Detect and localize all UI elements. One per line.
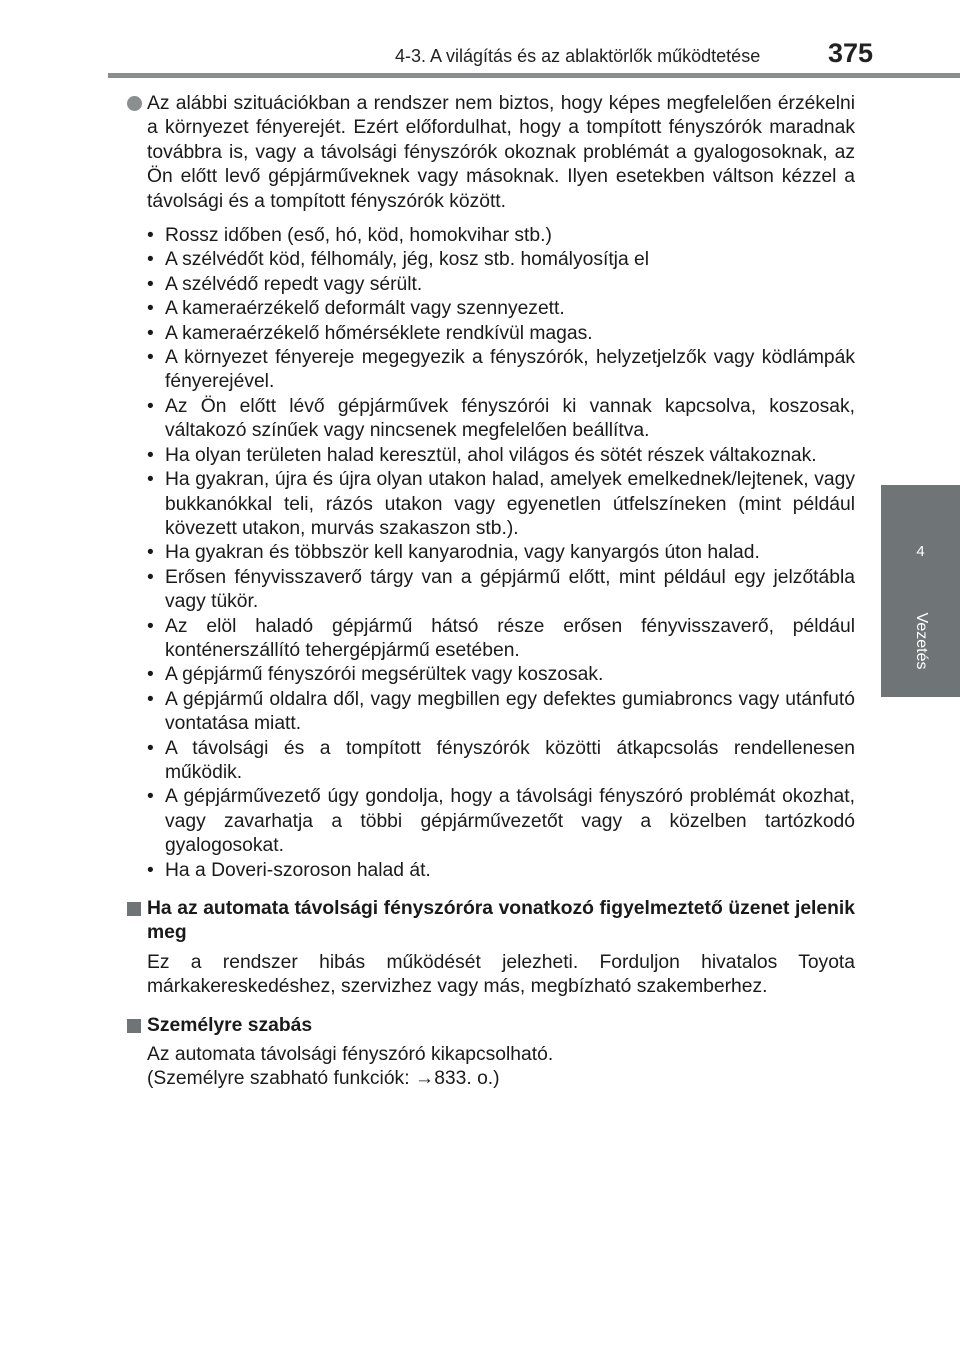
page-number: 375 [828,38,874,68]
square-bullet-icon [127,902,141,916]
list-item: • A szélvédőt köd, félhomály, jég, kosz stb. homályosítja el [147,248,855,272]
list-item: • A gépjármű oldalra dől, vagy megbillen egy defektes gumiabroncs vagy utánfutó vontatása miatt. [147,688,855,737]
running-header: 4-3. A világítás és az ablaktörlők működtetése [395,46,761,66]
list-item: • A kameraérzékelő hőmérséklete rendkívül magas. [147,322,855,346]
list-item: • A távolsági és a tompított fényszórók közötti átkapcsolás rendellenesen működik. [147,737,855,786]
list-item: • Ha olyan területen halad keresztül, ahol világos és sötét részek váltakoznak. [147,444,855,468]
cross-reference: (Személyre szabható funkciók: →833. o.) [147,1068,500,1090]
list-item: • A szélvédő repedt vagy sérült. [147,273,855,297]
customization-section [125,1014,855,1092]
list-item: • Az Ön előtt lévő gépjárművek fényszórói ki vannak kapcsolva, koszosak, váltakozó színűek vagy nincsenek megfelelően beállítva. [147,395,855,444]
circle-bullet-icon [127,96,142,111]
section-body: Ez a rendszer hibás működését jelezheti. Forduljon hivatalos Toyota márkakereskedéshez, szervizhez vagy más, megbízható szakemberhez. [147,951,855,998]
list-item: • Rossz időben (eső, hó, köd, homokvihar stb.) [147,224,855,248]
list-item: • Erősen fényvisszaverő tárgy van a gépjármű előtt, mint például egy jelzőtábla vagy tükör. [147,566,855,615]
lead-paragraph [125,92,855,214]
condition-list [147,224,855,883]
list-item: • A kameraérzékelő deformált vagy szennyezett. [147,297,855,321]
list-item: • Ha gyakran és többször kell kanyarodnia, vagy kanyargós úton halad. [147,541,855,565]
header-divider [108,73,960,78]
list-item: • A gépjármű fényszórói megsérültek vagy koszosak. [147,663,855,687]
page-content [125,92,855,1092]
body-line: Az automata távolsági fényszóró kikapcsolható. [147,1044,554,1066]
chapter-tab [881,485,960,697]
list-item: • A környezet fényereje megegyezik a fényszórók, helyzetjelzők vagy ködlámpák fényerejével. [147,346,855,395]
section-heading: Személyre szabás [147,1014,313,1036]
square-bullet-icon [127,1019,141,1033]
list-item: • A gépjárművezető úgy gondolja, hogy a távolsági fényszóró problémát okozhat, vagy zavarhatja a többi gépjárművezetőt vagy a közelben tartózkodó gyalogosokat. [147,785,855,858]
list-item: • Az elöl haladó gépjármű hátsó része erősen fényvisszaverő, például konténerszállító tehergépjármű esetében. [147,615,855,664]
lead-text: Az alábbi szituációkban a rendszer nem biztos, hogy képes megfelelően érzékelni a környezet fényerejét. Ezért előfordulhat, hogy a tompított fényszórók maradnak továbbra is, vagy a távolsági fényszórók okoznak problémát a gyalogosoknak, az Ön előtt levő gépjárműveknek vagy másoknak. Ilyen esetekben váltson kézzel a távolsági és a tompított fényszórók között. [147,93,855,212]
section-heading: Ha az automata távolsági fényszóróra vonatkozó figyelmeztető üzenet jelenik meg [147,898,855,944]
list-item: • Ha a Doveri-szoroson halad át. [147,859,855,883]
section-body [147,1043,855,1092]
chapter-label: Vezetés [912,612,930,670]
list-item: • Ha gyakran, újra és újra olyan utakon halad, amelyek emelkednek/lejtenek, vagy bukkanókkal teli, rázós utakon vagy egyenetlen útfelszíneken (mint például kövezett utakon, murvás szakaszon stb.). [147,468,855,541]
warning-message-section [125,897,855,1000]
chapter-number: 4 [916,543,925,560]
